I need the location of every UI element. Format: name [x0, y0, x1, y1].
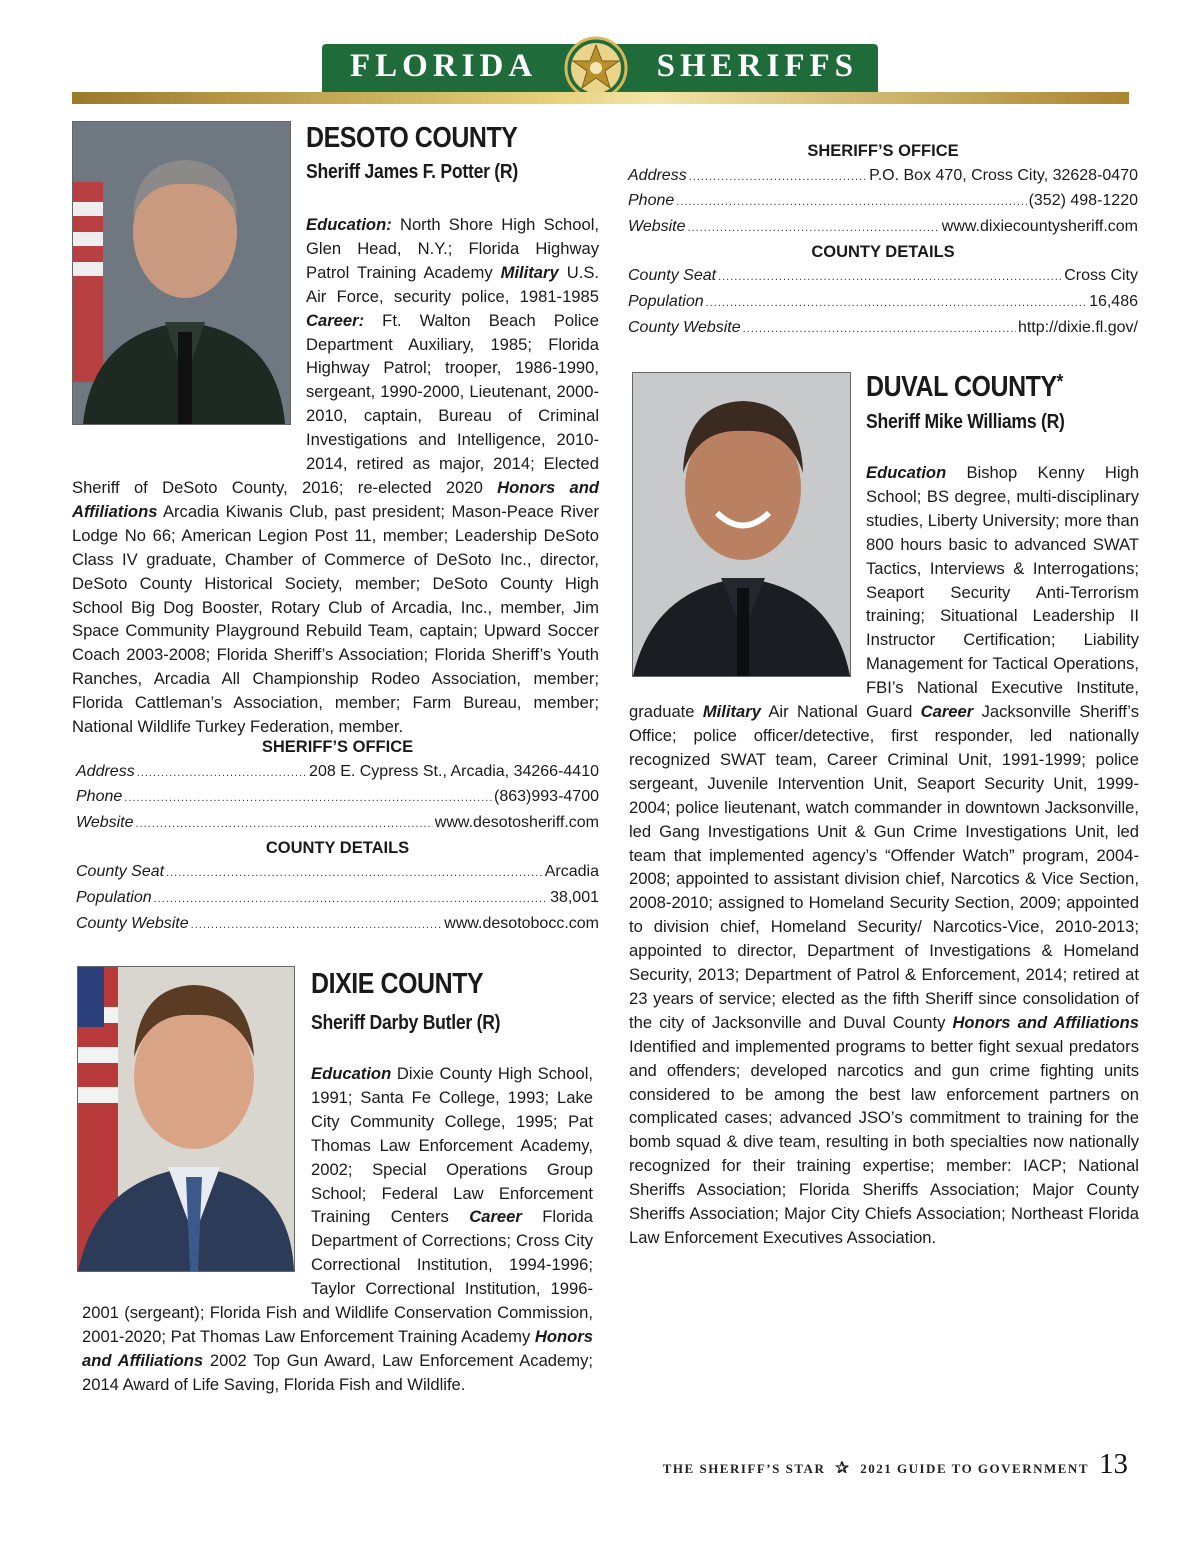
leader-dots	[706, 292, 1087, 316]
dixie-honors-text: 2002 Top Gun Award, Law Enforcement Academy; 2014 Award of Life Saving, Florida Fish and Wildlife.	[82, 1350, 593, 1394]
desoto-bio-photo-spacer	[72, 213, 306, 453]
dixie-bio	[82, 1062, 593, 1397]
dixie-details-title: COUNTY DETAILS	[811, 242, 955, 261]
dixie-county-website-row	[628, 316, 1138, 342]
footer-publication: THE SHERIFF’S STAR	[662, 1461, 826, 1476]
dixie-website-row	[628, 215, 1138, 241]
duval-career-text: Jacksonville Sheriff’s Office; police officer/detective, first responder, led nationally recognized SWAT team, Career Criminal Unit, 1991-1999; police sergeant, Juvenile Intervention Unit, Seaport Security Unit, 1999-2004; police lieutenant, watch commander in downtown Jacksonville, led Gang Investigations Unit & Gun Crime Investigations Unit, led team that implemented agency’s “Offender Watch” program, 2004-2008; appointed to assistant division chief, Narcotics & Vice Section, 2008-2010; assigned to Homeland Security Section, 2009; appointed to division chief, Homeland Security/ Narcotics-Vice, 2010-2013; appointed to director, Department of Investigations & Homeland Security, 2013; Department of Patrol & Enforcement, 2014; retired at 23 years of service; elected as the fifth Sheriff since consolidation of the city of Jacksonville and Duval County	[629, 702, 1139, 1032]
dixie-population-value: 16,486	[1089, 293, 1138, 311]
leader-dots	[166, 862, 543, 886]
desoto-county-website-row	[76, 912, 599, 938]
desoto-phone-label: Phone	[76, 788, 123, 806]
dixie-seat-label: County Seat	[628, 267, 717, 285]
leader-dots	[191, 914, 443, 938]
desoto-seat-value: Arcadia	[544, 863, 599, 881]
desoto-military-text: U.S. Air Force, security police, 1981-1985	[306, 262, 599, 306]
desoto-bio	[72, 213, 599, 739]
leader-dots	[688, 217, 940, 241]
duval-military-label: Military	[702, 702, 761, 722]
footer-star-icon: ✰	[835, 1460, 851, 1477]
duval-sheriff-name: Sheriff Mike Williams (R)	[866, 411, 1065, 433]
dixie-address-label: Address	[628, 166, 687, 184]
footer-guide: 2021 GUIDE TO GOVERNMENT	[860, 1461, 1089, 1476]
leader-dots	[718, 266, 1062, 290]
dixie-office-block	[628, 140, 1138, 342]
dixie-population-row	[628, 290, 1138, 316]
dixie-education-label: Education	[311, 1064, 392, 1083]
duval-honors-text: Identified and implemented programs to better fight sexual predators and offenders; developed narcotics and gun crime fighting units considered to be among the best law enforcement partners on complicated cases; advanced JSO’s commitment to training for the bomb squad & dive team, resulting in both specialties now nationally recognized for their training expertise; member: IACP; National Sheriffs Association; Florida Sheriffs Association; Major County Sheriffs Association; Major City Chiefs Association; Northeast Florida Law Enforcement Executives Association.	[629, 1036, 1139, 1247]
desoto-seat-label: County Seat	[76, 863, 165, 881]
desoto-career-label: Career:	[306, 310, 365, 330]
desoto-phone-value: (863)993-4700	[494, 788, 599, 806]
desoto-seat-row	[76, 860, 599, 886]
duval-county-heading	[866, 371, 1063, 404]
dixie-website-value: www.dixiecountysheriff.com	[941, 218, 1138, 236]
dixie-website-label: Website	[628, 218, 686, 236]
duval-honors-label: Honors and Affiliations	[952, 1012, 1139, 1032]
desoto-website-label: Website	[76, 814, 134, 832]
dixie-education-text: Dixie County High School, 1991; Santa Fe College, 1993; Lake City Community College, 1995; Pat Thomas Law Enforcement Academy, 2002; Special Operations Group School; Federal Law Enforcement Training Centers	[311, 1064, 593, 1227]
duval-bio-photo-spacer	[629, 461, 866, 699]
dixie-office-title: SHERIFF’S OFFICE	[807, 142, 959, 160]
desoto-office-block	[76, 736, 599, 938]
desoto-office-title: SHERIFF’S OFFICE	[261, 738, 414, 756]
dixie-career-text: Florida Department of Corrections; Cross City Correctional Institution, 1994-1996; Taylor Correctional Institution, 1996-2001 (sergeant); Florida Fish and Wildlife Conservation Commission, 2001-2020; Pat Thomas Law Enforcement Training Academy	[82, 1207, 593, 1346]
desoto-honors-label: Honors and Affiliations	[72, 477, 599, 521]
leader-dots	[689, 166, 867, 190]
desoto-details-title: COUNTY DETAILS	[265, 838, 410, 857]
desoto-county-website-value: www.desotobocc.com	[444, 914, 599, 932]
header-word-sheriffs: SHERIFFS	[656, 48, 858, 84]
desoto-county-heading: DESOTO COUNTY	[306, 122, 518, 154]
desoto-honors-text: Arcadia Kiwanis Club, past president; Mason-Peace River Lodge No 66; American Legion Post 11, member; Leadership DeSoto Class IV graduate, Chamber of Commerce of DeSoto Inc., director, DeSoto County Historical Society, member; DeSoto County High School Big Dog Booster, Rotary Club of Arcadia, Inc., member, Jim Space Community Playground Rebuild Team, captain; Upward Soccer Coach 2003-2008; Florida Sheriff’s Association; Florida Sheriff’s Youth Ranches, Arcadia All Championship Rodeo Association, member; Florida Cattleman’s Association, member; Farm Bureau, member; National Wildlife Turkey Federation, member.	[72, 501, 599, 737]
header-word-florida: FLORIDA	[350, 48, 538, 84]
duval-military-text: Air National Guard	[760, 702, 921, 722]
desoto-population-label: Population	[76, 889, 152, 907]
leader-dots	[136, 813, 433, 837]
leader-dots	[743, 318, 1016, 342]
dixie-address-value: P.O. Box 470, Cross City, 32628-0470	[869, 166, 1138, 184]
dixie-county-website-value: http://dixie.fl.gov/	[1017, 318, 1138, 336]
desoto-address-row	[76, 760, 599, 786]
desoto-career-text: Ft. Walton Beach Police Department Auxiliary, 1985; Florida Highway Patrol; trooper, 1986-1990, sergeant, 1990-2000, Lieutenant, 2000-2010, captain, Bureau of Criminal Investigations and Intelligence, 2010-2014, retired as major, 2014; Elected Sheriff of DeSoto County, 2016; re-elected 2020	[72, 310, 599, 497]
duval-education-label: Education	[866, 463, 947, 482]
leader-dots	[124, 787, 492, 811]
header-gold-rule	[72, 92, 1129, 104]
duval-education-text: Bishop Kenny High School; BS degree, multi-disciplinary studies, Liberty University; more than 800 hours basic to advanced SWAT Tactics, Interviews & Interrogations; Seaport Security Anti-Terrorism training; Situational Leadership II Instructor Certification; Liability Management for Tactical Operations, FBI’s National Executive Institute, graduate	[629, 463, 1139, 722]
desoto-address-label: Address	[76, 762, 135, 780]
dixie-phone-value: (352) 498-1220	[1028, 192, 1138, 210]
page-footer	[663, 1448, 1128, 1481]
desoto-education-text: North Shore High School, Glen Head, N.Y.; Florida Highway Patrol Training Academy	[306, 215, 599, 282]
desoto-education-label: Education:	[306, 215, 392, 234]
dixie-seat-row	[628, 264, 1138, 290]
duval-county-name: DUVAL COUNTY	[866, 371, 1057, 403]
duval-career-label: Career	[920, 702, 974, 722]
dixie-county-website-label: County Website	[628, 318, 741, 336]
dixie-address-row	[628, 164, 1138, 190]
desoto-website-value: www.desotosheriff.com	[434, 814, 599, 832]
sheriff-star-badge-icon	[564, 36, 628, 100]
desoto-population-row	[76, 886, 599, 912]
dixie-career-label: Career	[469, 1207, 522, 1227]
duval-bio	[629, 461, 1139, 1250]
desoto-phone-row	[76, 785, 599, 811]
desoto-military-label: Military	[500, 262, 559, 282]
desoto-population-value: 38,001	[550, 889, 599, 907]
dixie-sheriff-name: Sheriff Darby Butler (R)	[311, 1012, 501, 1034]
dixie-bio-photo-spacer	[82, 1062, 311, 1298]
desoto-website-row	[76, 811, 599, 837]
leader-dots	[676, 191, 1026, 215]
dixie-honors-label: Honors and Affiliations	[82, 1326, 593, 1370]
page-number: 13	[1099, 1448, 1128, 1480]
dixie-phone-row	[628, 189, 1138, 215]
dixie-seat-value: Cross City	[1064, 267, 1138, 285]
dixie-county-heading: DIXIE COUNTY	[311, 968, 484, 1000]
desoto-sheriff-name: Sheriff James F. Potter (R)	[306, 161, 518, 183]
desoto-address-value: 208 E. Cypress St., Arcadia, 34266-4410	[309, 762, 599, 780]
leader-dots	[137, 762, 307, 786]
desoto-county-website-label: County Website	[76, 914, 189, 932]
dixie-phone-label: Phone	[628, 192, 675, 210]
leader-dots	[154, 888, 548, 912]
duval-asterisk: *	[1056, 371, 1063, 393]
dixie-population-label: Population	[628, 293, 704, 311]
